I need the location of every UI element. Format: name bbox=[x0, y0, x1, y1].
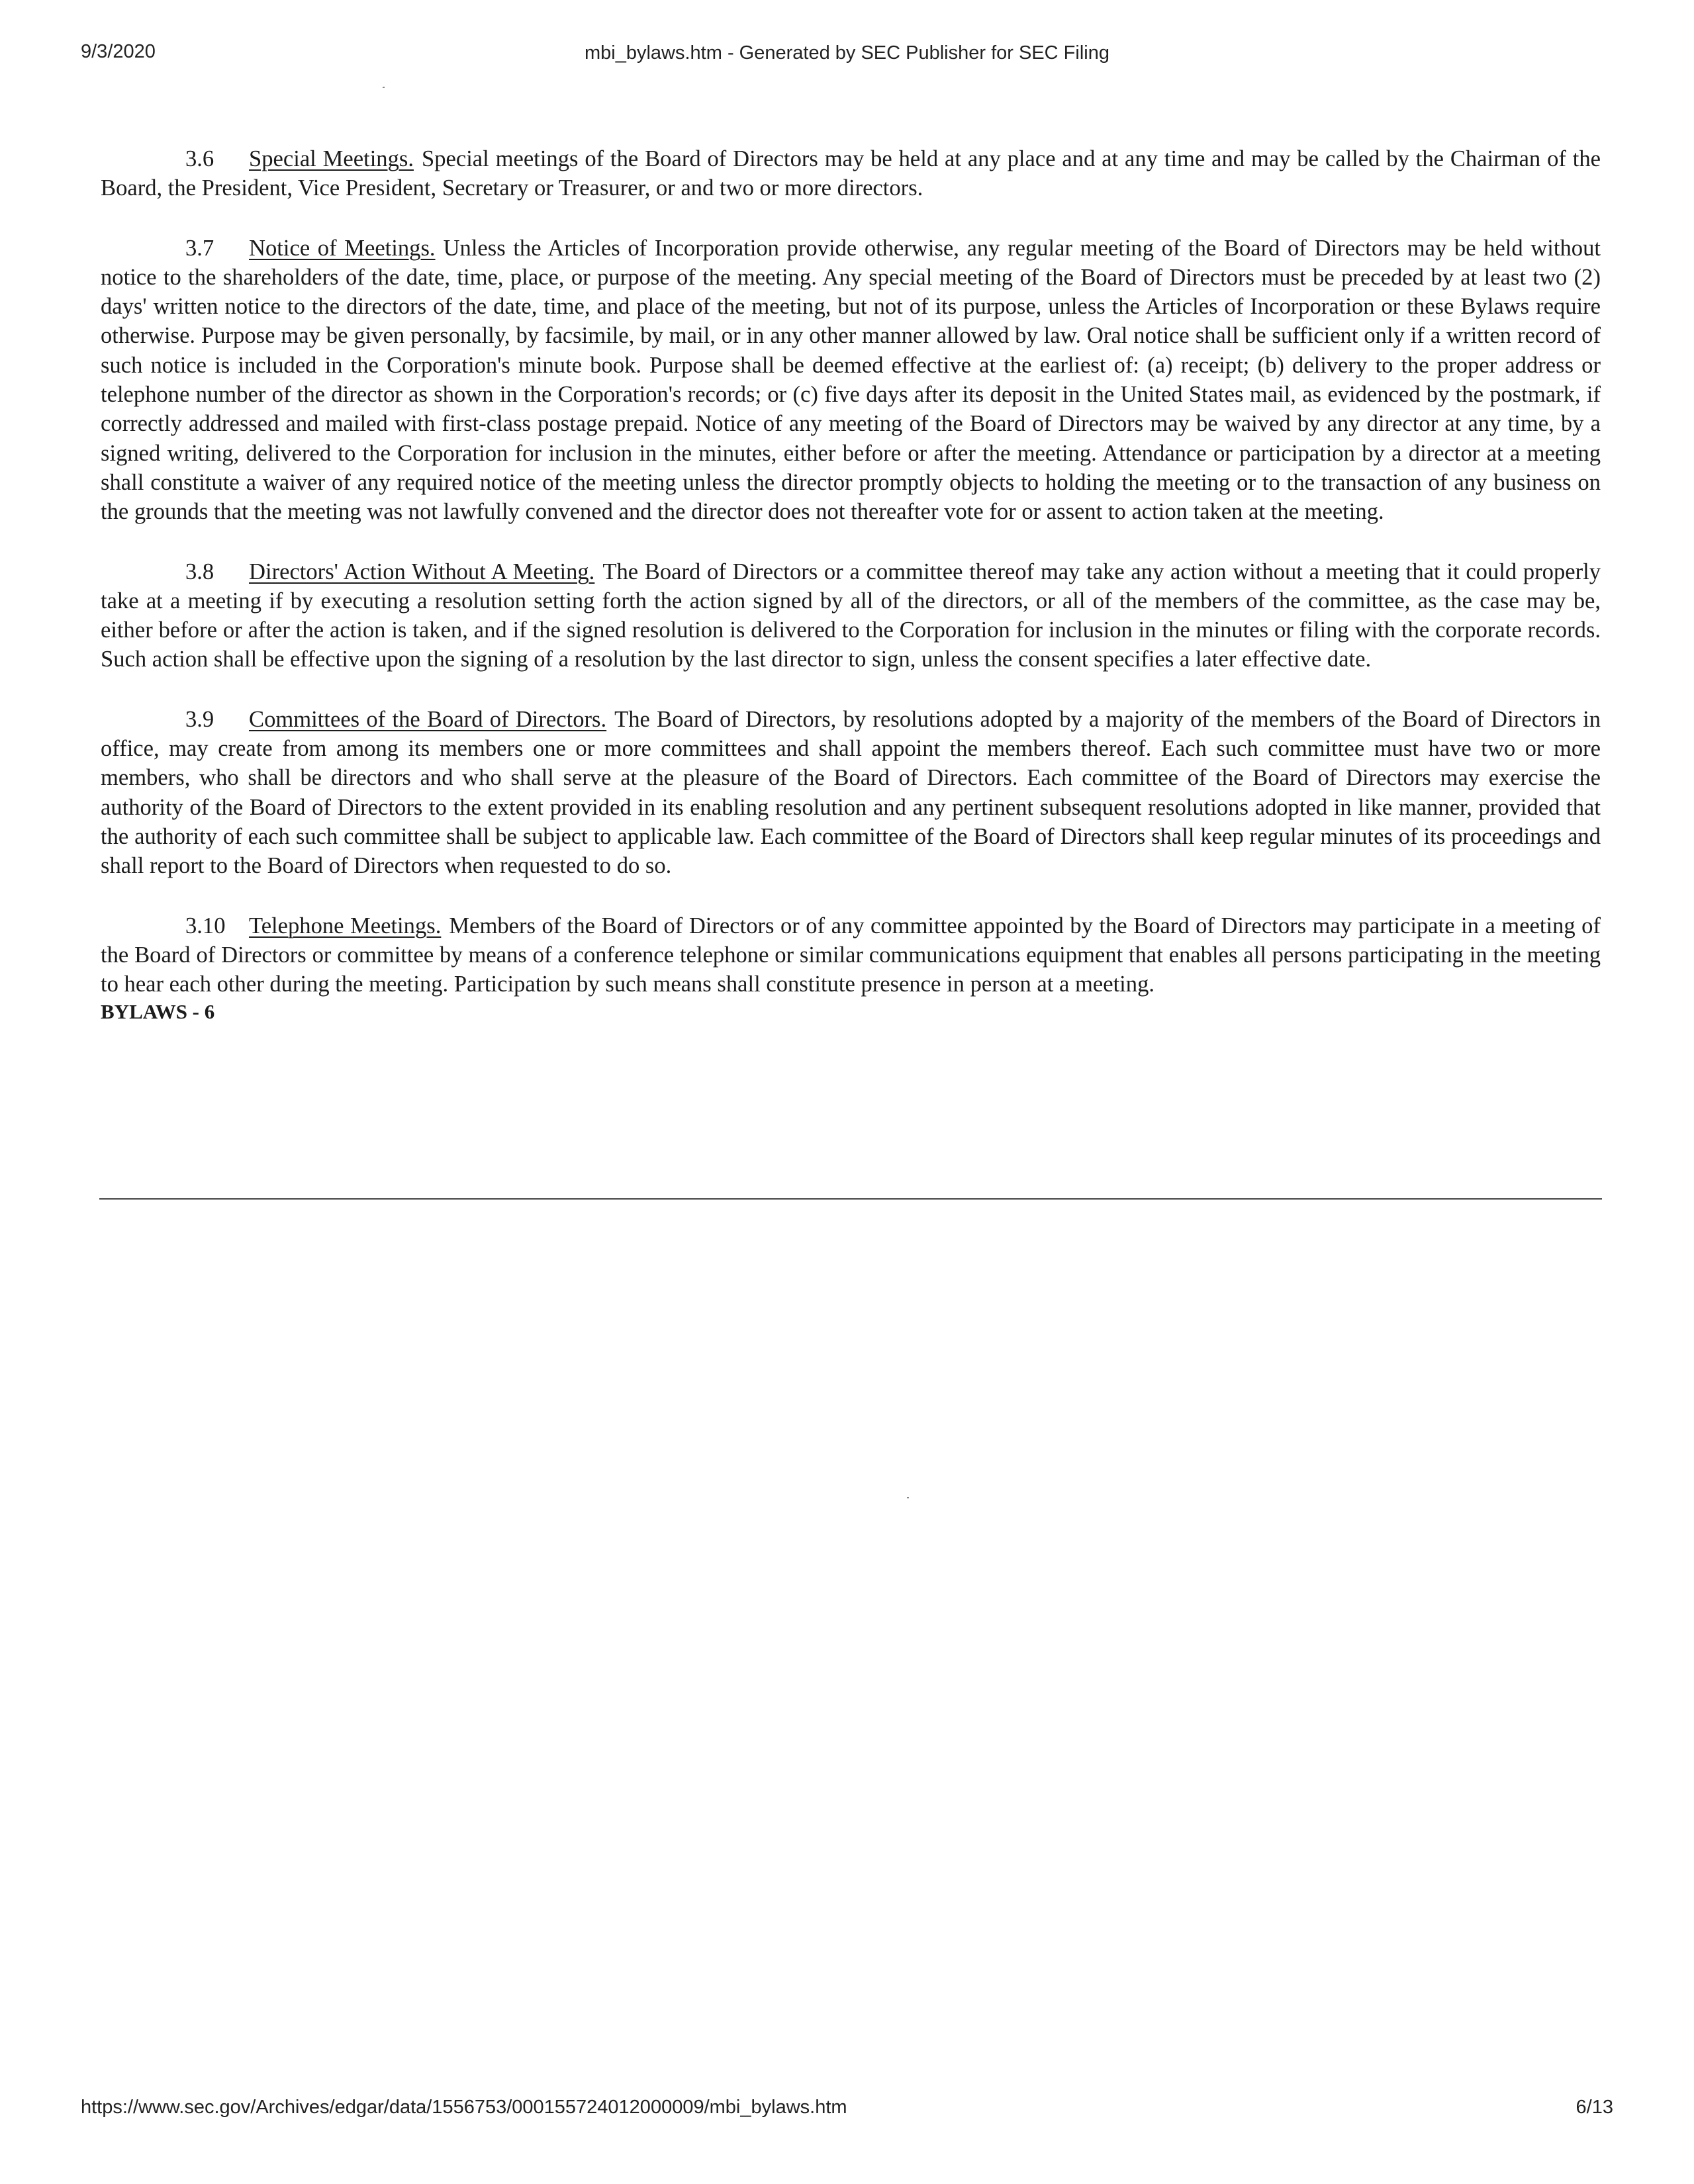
section-3-9 bbox=[101, 705, 1601, 881]
section-number: 3.9 bbox=[185, 706, 214, 732]
section-body: Unless the Articles of Incorporation provide otherwise, any regular meeting of the Board of Directors may be held without notice to the shareholders of the date, time, place, or purpose of the meeting. Any special meeting of the Board of Directors must be preceded by at least two (2) days' written notice to the directors of the date, time, and place of the meeting, but not of its purpose, unless the Articles of Incorporation or these Bylaws require otherwise. Purpose may be given personally, by facsimile, by mail, or in any other manner allowed by law. Oral notice shall be sufficient only if a written record of such notice is included in the Corporation's minute book. Purpose shall be deemed effective at the earliest of: (a) receipt; (b) delivery to the proper address or telephone number of the director as shown in the Corporation's records; or (c) five days after its deposit in the United States mail, as evidenced by the postmark, if correctly addressed and mailed with first-class postage prepaid. Notice of any meeting of the Board of Directors may be waived by any director at any time, by a signed writing, delivered to the Corporation for inclusion in the minutes, either before or after the meeting. Attendance or participation by a director at a meeting shall constitute a waiver of any required notice of the meeting unless the director promptly objects to holding the meeting or to the transaction of any business on the grounds that the meeting was not lawfully convened and the director does not thereafter vote for or assent to action taken at the meeting. bbox=[101, 235, 1601, 525]
section-heading: Notice of Meetings. bbox=[249, 235, 436, 261]
section-body: The Board of Directors, by resolutions adopted by a majority of the members of the Board of Directors in office, may create from among its members one or more committees and shall appoint the members thereof. Each such committee must have two or more members, who shall be directors and who shall serve at the pleasure of the Board of Directors. Each committee of the Board of Directors may exercise the authority of the Board of Directors to the extent provided in its enabling resolution and any pertinent subsequent resolutions adopted in like manner, provided that the authority of each such committee shall be subject to applicable law. Each committee of the Board of Directors shall keep regular minutes of its proceedings and shall report to the Board of Directors when requested to do so. bbox=[101, 706, 1601, 879]
print-date: 9/3/2020 bbox=[81, 41, 156, 62]
section-heading: Telephone Meetings. bbox=[249, 913, 442, 938]
section-3-7 bbox=[101, 234, 1601, 527]
section-heading: Committees of the Board of Directors. bbox=[249, 706, 607, 732]
section-number: 3.6 bbox=[185, 146, 214, 171]
section-body: Members of the Board of Directors or of any committee appointed by the Board of Directors may participate in a meeting of the Board of Directors or committee by means of a conference telephone or similar communications equipment that enables all persons participating in the meeting to hear each other during the meeting. Participation by such means shall constitute presence in person at a meeting. bbox=[101, 913, 1601, 997]
section-number: 3.10 bbox=[185, 913, 226, 938]
section-body: The Board of Directors or a committee thereof may take any action without a meeting that it could properly take at a meeting if by executing a resolution setting forth the action signed by all of the directors, or all of the members of the committee, as the case may be, either before or after the action is taken, and if the signed resolution is delivered to the Corporation for inclusion in the minutes or filing with the corporate records. Such action shall be effective upon the signing of a resolution by the last director to sign, unless the consent specifies a later effective date. bbox=[101, 559, 1601, 672]
section-3-10 bbox=[101, 911, 1601, 999]
bylaws-body bbox=[101, 144, 1601, 1025]
section-number: 3.7 bbox=[185, 235, 214, 261]
print-header-title: mbi_bylaws.htm - Generated by SEC Publisher for SEC Filing bbox=[585, 42, 1109, 64]
section-3-6 bbox=[101, 144, 1601, 203]
section-3-8 bbox=[101, 557, 1601, 674]
page-label: BYLAWS - 6 bbox=[101, 1000, 215, 1024]
section-number: 3.8 bbox=[185, 559, 214, 584]
scan-speck bbox=[383, 87, 385, 88]
scan-speck bbox=[907, 1497, 909, 1498]
section-heading: Directors' Action Without A Meeting. bbox=[249, 559, 595, 584]
page-divider bbox=[99, 1198, 1602, 1200]
page-counter: 6/13 bbox=[1576, 2097, 1613, 2118]
section-heading: Special Meetings. bbox=[249, 146, 414, 171]
section-body: Special meetings of the Board of Directors may be held at any place and at any time and may be called by the Chairman of the Board, the President, Vice President, Secretary or Treasurer, or and two or more directors. bbox=[101, 146, 1601, 201]
source-url: https://www.sec.gov/Archives/edgar/data/1556753/000155724012000009/mbi_bylaws.htm bbox=[81, 2097, 847, 2118]
